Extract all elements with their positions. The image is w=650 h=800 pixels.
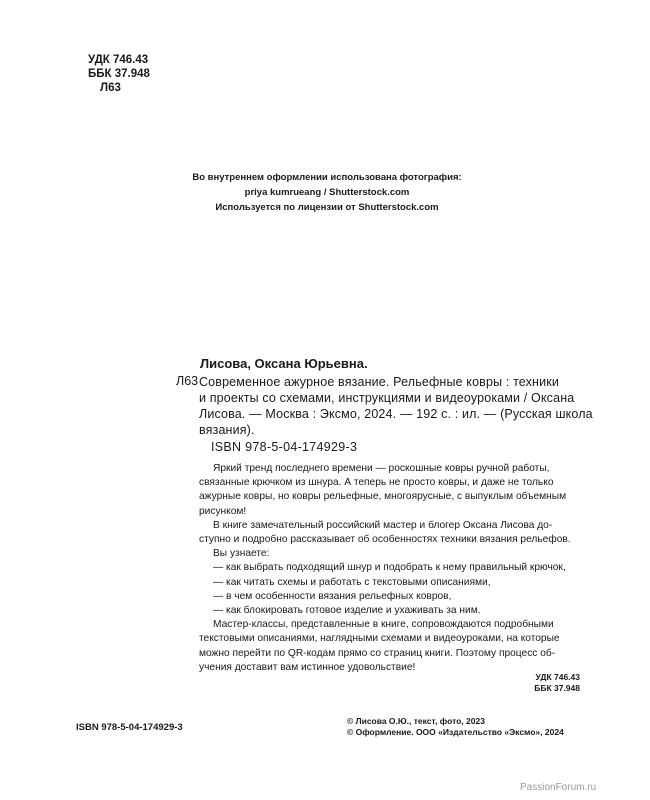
catalog-isbn: ISBN 978-5-04-174929-3	[211, 440, 358, 454]
annotation-line: учения доставит вам истинное удовольствие!	[199, 661, 416, 673]
copyright-line: © Оформление. ООО «Издательство «Эксмо», 2024	[347, 727, 564, 737]
annotation-line: Яркий тренд последнего времени — роскошные ковры ручной работы,	[213, 463, 550, 474]
footer-isbn: ISBN 978-5-04-174929-3	[76, 722, 183, 733]
photo-credit-line: priya kumrueang / Shutterstock.com	[244, 187, 410, 198]
description-line: вязания).	[199, 423, 255, 437]
annotation-line: В книге замечательный российский мастер и блогер Оксана Лисова до-	[213, 519, 553, 531]
annotation-list-item: — в чем особенности вязания рельефных ковров,	[213, 590, 452, 602]
copyright-block	[347, 716, 564, 738]
annotation-line: рисунком!	[199, 505, 247, 517]
photo-credit-line: Используется по лицензии от Shutterstock.com	[215, 202, 439, 213]
bottom-classification	[470, 672, 580, 694]
watermark: PassionForum.ru	[520, 782, 597, 793]
annotation-list-item: — как выбрать подходящий шнур и подобрать к нему правильный крючок,	[213, 562, 566, 574]
annotation-line: Мастер-классы, представленные в книге, сопровождаются подробными	[213, 619, 554, 631]
catalog-author: Лисова, Оксана Юрьевна.	[200, 356, 368, 371]
copyright-line: © Лисова О.Ю., текст, фото, 2023	[347, 716, 485, 726]
description-line: Лисова. — Москва : Эксмо, 2024. — 192 с. : ил. — (Русская школа	[199, 407, 593, 421]
annotation-line: связанные крючком из шнура. А теперь не просто ковры, и даже не только	[199, 477, 554, 489]
annotation	[199, 462, 589, 675]
annotation-list-item: — как блокировать готовое изделие и ухаживать за ним.	[213, 605, 481, 617]
annotation-line: можно перейти по QR-кодам прямо со страниц книги. Поэтому процесс об-	[199, 647, 556, 659]
catalog-description	[199, 374, 593, 438]
udk-code: УДК 746.43	[88, 54, 149, 66]
annotation-line: текстовыми описаниями, наглядными схемами и видеоуроками, на которые	[199, 633, 560, 645]
classification-block	[88, 53, 150, 95]
author-code: Л63	[100, 82, 121, 94]
annotation-line: ступно и подробно рассказывает об особенностях техники вязания рельефов.	[199, 534, 571, 546]
photo-credit-line: Во внутреннем оформлении использована фотография:	[192, 172, 462, 183]
bbk-code: ББК 37.948	[534, 683, 580, 693]
udk-code: УДК 746.43	[535, 672, 580, 682]
annotation-line: ажурные ковры, но ковры рельефные, многоярусные, с выпуклым объемным	[199, 491, 567, 503]
bbk-code: ББК 37.948	[88, 68, 150, 80]
photo-credit	[0, 170, 650, 215]
annotation-intro: Вы узнаете:	[213, 548, 270, 560]
annotation-list-item: — как читать схемы и работать с текстовыми описаниями,	[213, 576, 491, 588]
description-line: Современное ажурное вязание. Рельефные ковры : техники	[199, 375, 559, 389]
description-line: и проекты со схемами, инструкциями и видеоуроками / Оксана	[199, 391, 575, 405]
catalog-code: Л63	[176, 374, 199, 388]
